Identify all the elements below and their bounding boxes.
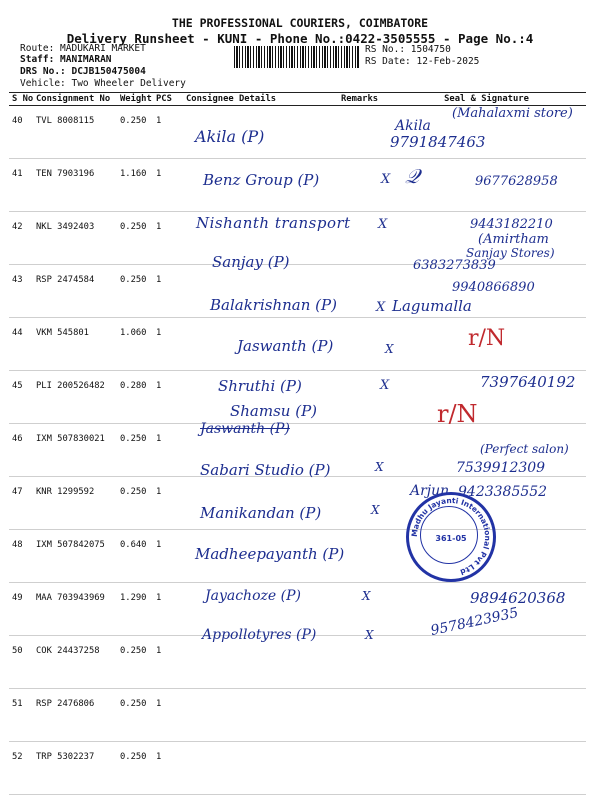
cell-weight: 1.160 <box>117 159 153 212</box>
cell-seal <box>387 212 586 265</box>
hw-r43-seal: (Amirtham <box>478 232 549 247</box>
cell-seal <box>387 318 586 371</box>
col-header-remarks: Remarks <box>338 93 387 106</box>
table-row <box>9 106 586 159</box>
cell-remarks <box>338 742 387 795</box>
hw-r47-mark: r/N <box>437 400 478 428</box>
cell-pcs: 1 <box>153 477 183 530</box>
table-row <box>9 636 586 689</box>
hw-r45-mark: r/N <box>468 326 506 351</box>
cell-consignee <box>183 689 338 742</box>
hw-r42-x: X <box>378 217 388 232</box>
hw-r52-phone: 9578423935 <box>429 604 520 640</box>
cell-consignment: COK 24437258 <box>33 636 117 689</box>
col-header-consignee: Consignee Details <box>183 93 338 106</box>
hw-r52-x: X <box>365 628 374 642</box>
hw-r46-phone: 7397640192 <box>480 373 576 391</box>
cell-sno: 41 <box>9 159 33 212</box>
col-header-seal: Seal & Signature <box>387 93 586 106</box>
cell-consignment: IXM 507830021 <box>33 424 117 477</box>
table-row <box>9 424 586 477</box>
hw-r45-x: X <box>385 342 394 356</box>
cell-remarks <box>338 583 387 636</box>
cell-seal <box>387 265 586 318</box>
runsheet-table <box>9 92 586 795</box>
cell-pcs: 1 <box>153 159 183 212</box>
cell-sno: 44 <box>9 318 33 371</box>
cell-weight: 0.250 <box>117 742 153 795</box>
cell-consignment: TEN 7903196 <box>33 159 117 212</box>
hw-r49-phone: 9423385552 <box>458 484 548 500</box>
hw-r51-x: X <box>362 589 371 603</box>
company-title: THE PROFESSIONAL COURIERS, COIMBATORE <box>171 16 429 30</box>
hw-r48-name: Sabari Studio (P) <box>200 461 331 479</box>
cell-consignment: TVL 8008115 <box>33 106 117 159</box>
svg-text:361-05: 361-05 <box>435 534 467 543</box>
hw-r48-x: X <box>375 460 384 474</box>
cell-seal <box>387 424 586 477</box>
cell-pcs: 1 <box>153 689 183 742</box>
cell-weight: 0.250 <box>117 424 153 477</box>
cell-consignee <box>183 212 338 265</box>
cell-sno: 45 <box>9 371 33 424</box>
cell-seal <box>387 689 586 742</box>
table-row <box>9 265 586 318</box>
cell-remarks <box>338 530 387 583</box>
staff-label: Staff: MANIMARAN <box>20 54 112 65</box>
cell-weight: 0.250 <box>117 265 153 318</box>
cell-remarks <box>338 689 387 742</box>
svg-text:Madhu Jayanti International Pv: Madhu Jayanti International Pvt Ltd <box>409 497 493 577</box>
table-row <box>9 742 586 795</box>
table-row <box>9 689 586 742</box>
hw-r42-name: Nishanth transport <box>196 214 351 232</box>
cell-seal <box>387 636 586 689</box>
hw-r40-phone: 9791847463 <box>390 133 486 151</box>
cell-weight: 0.250 <box>117 212 153 265</box>
table-row <box>9 477 586 530</box>
cell-consignment: PLI 200526482 <box>33 371 117 424</box>
cell-pcs: 1 <box>153 265 183 318</box>
cell-consignment: RSP 2474584 <box>33 265 117 318</box>
cell-consignee <box>183 265 338 318</box>
cell-weight: 0.250 <box>117 106 153 159</box>
rs-date: RS Date: 12-Feb-2025 <box>365 56 480 67</box>
cell-seal <box>387 106 586 159</box>
cell-pcs: 1 <box>153 424 183 477</box>
hw-r44-phone: 9940866890 <box>452 280 535 295</box>
cell-consignment: VKM 545801 <box>33 318 117 371</box>
col-header-pcs: PCS <box>153 93 183 106</box>
cell-consignment: KNR 1299592 <box>33 477 117 530</box>
company-stamp <box>406 492 496 582</box>
cell-consignee <box>183 583 338 636</box>
cell-pcs: 1 <box>153 583 183 636</box>
stamp-ring-text <box>407 497 495 577</box>
col-header-consignment: Consignment No <box>33 93 117 106</box>
hw-r48-seal: (Perfect salon) <box>480 442 569 456</box>
cell-consignee <box>183 742 338 795</box>
cell-sno: 48 <box>9 530 33 583</box>
hw-r44-x: X <box>376 300 386 315</box>
hw-r41-x: X <box>381 172 391 187</box>
cell-consignee <box>183 318 338 371</box>
cell-sno: 49 <box>9 583 33 636</box>
cell-remarks <box>338 159 387 212</box>
route-label: Route: MADUKARI MARKET <box>20 43 146 54</box>
hw-r43-phone: 6383273839 <box>413 258 496 273</box>
cell-sno: 40 <box>9 106 33 159</box>
cell-pcs: 1 <box>153 212 183 265</box>
table-row <box>9 371 586 424</box>
cell-consignee <box>183 106 338 159</box>
hw-r51-name: Jayachoze (P) <box>205 588 301 604</box>
cell-sno: 50 <box>9 636 33 689</box>
table-row <box>9 318 586 371</box>
cell-weight: 0.280 <box>117 371 153 424</box>
cell-sno: 42 <box>9 212 33 265</box>
cell-consignee <box>183 371 338 424</box>
hw-r46-name: Shruthi (P) <box>218 377 302 395</box>
hw-r49-name: Manikandan (P) <box>200 504 322 522</box>
cell-pcs: 1 <box>153 742 183 795</box>
cell-seal <box>387 583 586 636</box>
cell-sno: 51 <box>9 689 33 742</box>
hw-r41-signature: 𝒬 <box>405 164 420 188</box>
rs-number: RS No.: 1504750 <box>365 44 451 55</box>
cell-remarks <box>338 212 387 265</box>
hw-r44-signature: Lagumalla <box>392 297 472 315</box>
hw-r43-name: Sanjay (P) <box>212 253 290 271</box>
cell-sno: 43 <box>9 265 33 318</box>
cell-sno: 46 <box>9 424 33 477</box>
cell-weight: 0.250 <box>117 689 153 742</box>
cell-weight: 1.060 <box>117 318 153 371</box>
cell-weight: 0.250 <box>117 636 153 689</box>
table-row <box>9 583 586 636</box>
hw-r51-phone: 9894620368 <box>470 589 566 607</box>
table-row <box>9 159 586 212</box>
cell-remarks <box>338 265 387 318</box>
hw-r47-struck-name: Jaswanth (P) <box>200 421 290 437</box>
cell-pcs: 1 <box>153 106 183 159</box>
hw-r40-name: Akila (P) <box>195 127 265 146</box>
cell-consignment: MAA 703943969 <box>33 583 117 636</box>
hw-r46-x: X <box>380 378 390 393</box>
cell-pcs: 1 <box>153 530 183 583</box>
table-row <box>9 530 586 583</box>
barcode <box>234 46 359 68</box>
col-header-sno: S No <box>9 93 33 106</box>
cell-consignment: IXM 507842075 <box>33 530 117 583</box>
cell-remarks <box>338 318 387 371</box>
hw-r42-phone: 9443182210 <box>470 217 553 232</box>
cell-remarks <box>338 636 387 689</box>
drs-label: DRS No.: DCJB150475004 <box>20 66 146 77</box>
cell-consignment: RSP 2476806 <box>33 689 117 742</box>
cell-consignee <box>183 159 338 212</box>
hw-r52-name: Appollotyres (P) <box>202 627 317 643</box>
cell-consignee <box>183 530 338 583</box>
cell-sno: 47 <box>9 477 33 530</box>
hw-r47-name: Shamsu (P) <box>230 402 318 420</box>
cell-seal <box>387 371 586 424</box>
table-header-row <box>9 93 586 106</box>
hw-r44-name: Balakrishnan (P) <box>210 296 337 314</box>
hw-r49-x: X <box>371 503 380 517</box>
cell-remarks <box>338 477 387 530</box>
cell-remarks <box>338 106 387 159</box>
col-header-weight: Weight <box>117 93 153 106</box>
hw-r41-phone: 9677628958 <box>475 174 558 189</box>
cell-pcs: 1 <box>153 371 183 424</box>
cell-sno: 52 <box>9 742 33 795</box>
hw-r48-phone: 7539912309 <box>456 460 546 476</box>
cell-seal <box>387 742 586 795</box>
runsheet-subtitle: Delivery Runsheet - KUNI - Phone No.:0422-3505555 - Page No.:4 <box>66 31 534 46</box>
cell-weight: 0.250 <box>117 477 153 530</box>
cell-consignment: NKL 3492403 <box>33 212 117 265</box>
hw-r50-name: Madheepayanth (P) <box>195 545 345 563</box>
cell-consignee <box>183 424 338 477</box>
cell-pcs: 1 <box>153 318 183 371</box>
cell-pcs: 1 <box>153 636 183 689</box>
table-row <box>9 212 586 265</box>
cell-seal <box>387 159 586 212</box>
hw-r40-seal: (Mahalaxmi store) <box>452 106 573 121</box>
cell-weight: 1.290 <box>117 583 153 636</box>
hw-r40-signature: Akila <box>395 118 431 134</box>
cell-weight: 0.640 <box>117 530 153 583</box>
cell-remarks <box>338 424 387 477</box>
hw-r43-seal2: Sanjay Stores) <box>466 246 555 260</box>
cell-consignment: TRP 5302237 <box>33 742 117 795</box>
cell-consignee <box>183 636 338 689</box>
hw-r45-name: Jaswanth (P) <box>237 337 334 355</box>
hw-r49-signature: Arjun <box>410 483 450 499</box>
cell-consignee <box>183 477 338 530</box>
vehicle-label: Vehicle: Two Wheeler Delivery <box>20 78 186 89</box>
cell-remarks <box>338 371 390 424</box>
hw-r41-name: Benz Group (P) <box>203 171 320 189</box>
